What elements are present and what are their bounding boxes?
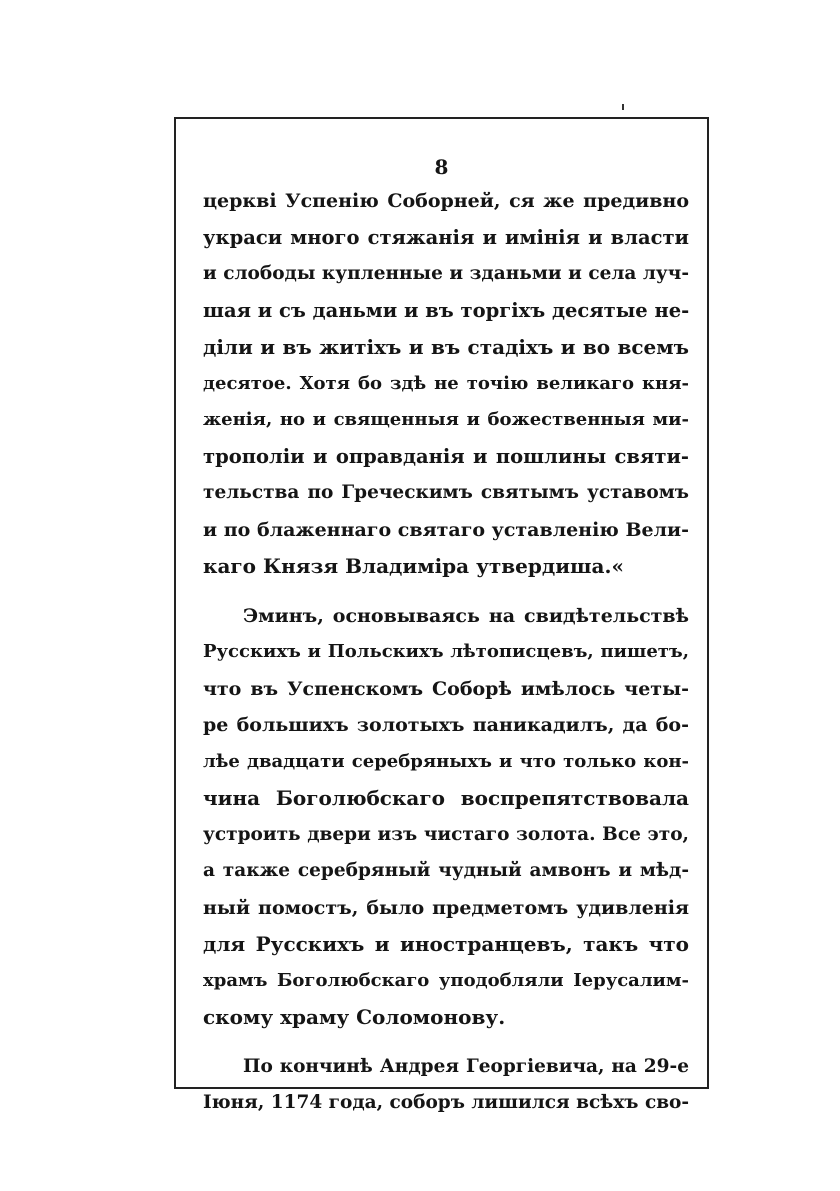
text-line: десятое. Хотя бо здѣ не точію великаго кня-: [203, 372, 689, 394]
text-line: а также серебряный чудный амвонъ и мѣд-: [203, 860, 689, 881]
text-line: По кончинѣ Андрея Георгіевича, на 29-е: [243, 1055, 689, 1077]
page-frame: [174, 117, 709, 1113]
stray-ink-mark: [622, 104, 624, 110]
text-line: ре большихъ золотыхъ паникадилъ, да бо-: [203, 714, 689, 736]
text-line: для Русскихъ и иностранцевъ, такъ что: [203, 932, 689, 956]
text-line: что въ Успенскомъ Соборѣ имѣлось четы-: [203, 677, 689, 700]
text-line: и слободы купленные и зданьми и села луч-: [203, 263, 689, 284]
text-line: женія, но и священныя и божественныя ми-: [203, 409, 689, 430]
text-line: тельства по Греческимъ святымъ уставомъ: [203, 482, 689, 503]
text-line: храмъ Боголюбскаго уподобляли Іерусалим-: [203, 969, 689, 991]
text-line: чина Боголюбскаго воспрепятствовала: [203, 786, 689, 810]
text-line: ный помостъ, было предметомъ удивленія: [203, 896, 689, 919]
paragraph-after-death: [203, 1049, 689, 1122]
paragraph-quote-continuation: [203, 183, 689, 585]
text-line: скому храму Соломонову.: [203, 1005, 506, 1029]
paragraph-gap: [203, 1036, 689, 1049]
text-line: шая и съ даньми и въ торгіхъ десятые не-: [203, 298, 689, 322]
body-text: [203, 183, 689, 1122]
text-line: Русскихъ и Польскихъ лѣтописцевъ, пишетъ,: [203, 641, 689, 662]
text-line: трополіи и оправданія и пошлины святи-: [203, 444, 689, 468]
paragraph-emin: [203, 598, 689, 1036]
text-line: лѣе двадцати серебряныхъ и что только кон-: [203, 750, 689, 772]
text-line: устроить двери изъ чистаго золота. Все это,: [203, 823, 689, 845]
text-line: и по блаженнаго святаго уставленію Вели-: [203, 518, 689, 541]
page-number: 8: [434, 155, 449, 179]
text-line: Эминъ, основываясь на свидѣтельствѣ: [243, 604, 689, 627]
text-line: церкві Успенію Соборней, ся же предивно: [203, 190, 689, 212]
text-line: каго Князя Владиміра утвердиша.«: [203, 554, 624, 578]
paragraph-gap: [203, 585, 689, 598]
text-line: діли и въ житіхъ и въ стадіхъ и во всемъ: [203, 335, 689, 359]
text-line: Іюня, 1174 года, соборъ лишился всѣхъ сво-: [203, 1092, 689, 1113]
text-line: украси много стяжанія и имінія и власти: [203, 225, 689, 249]
